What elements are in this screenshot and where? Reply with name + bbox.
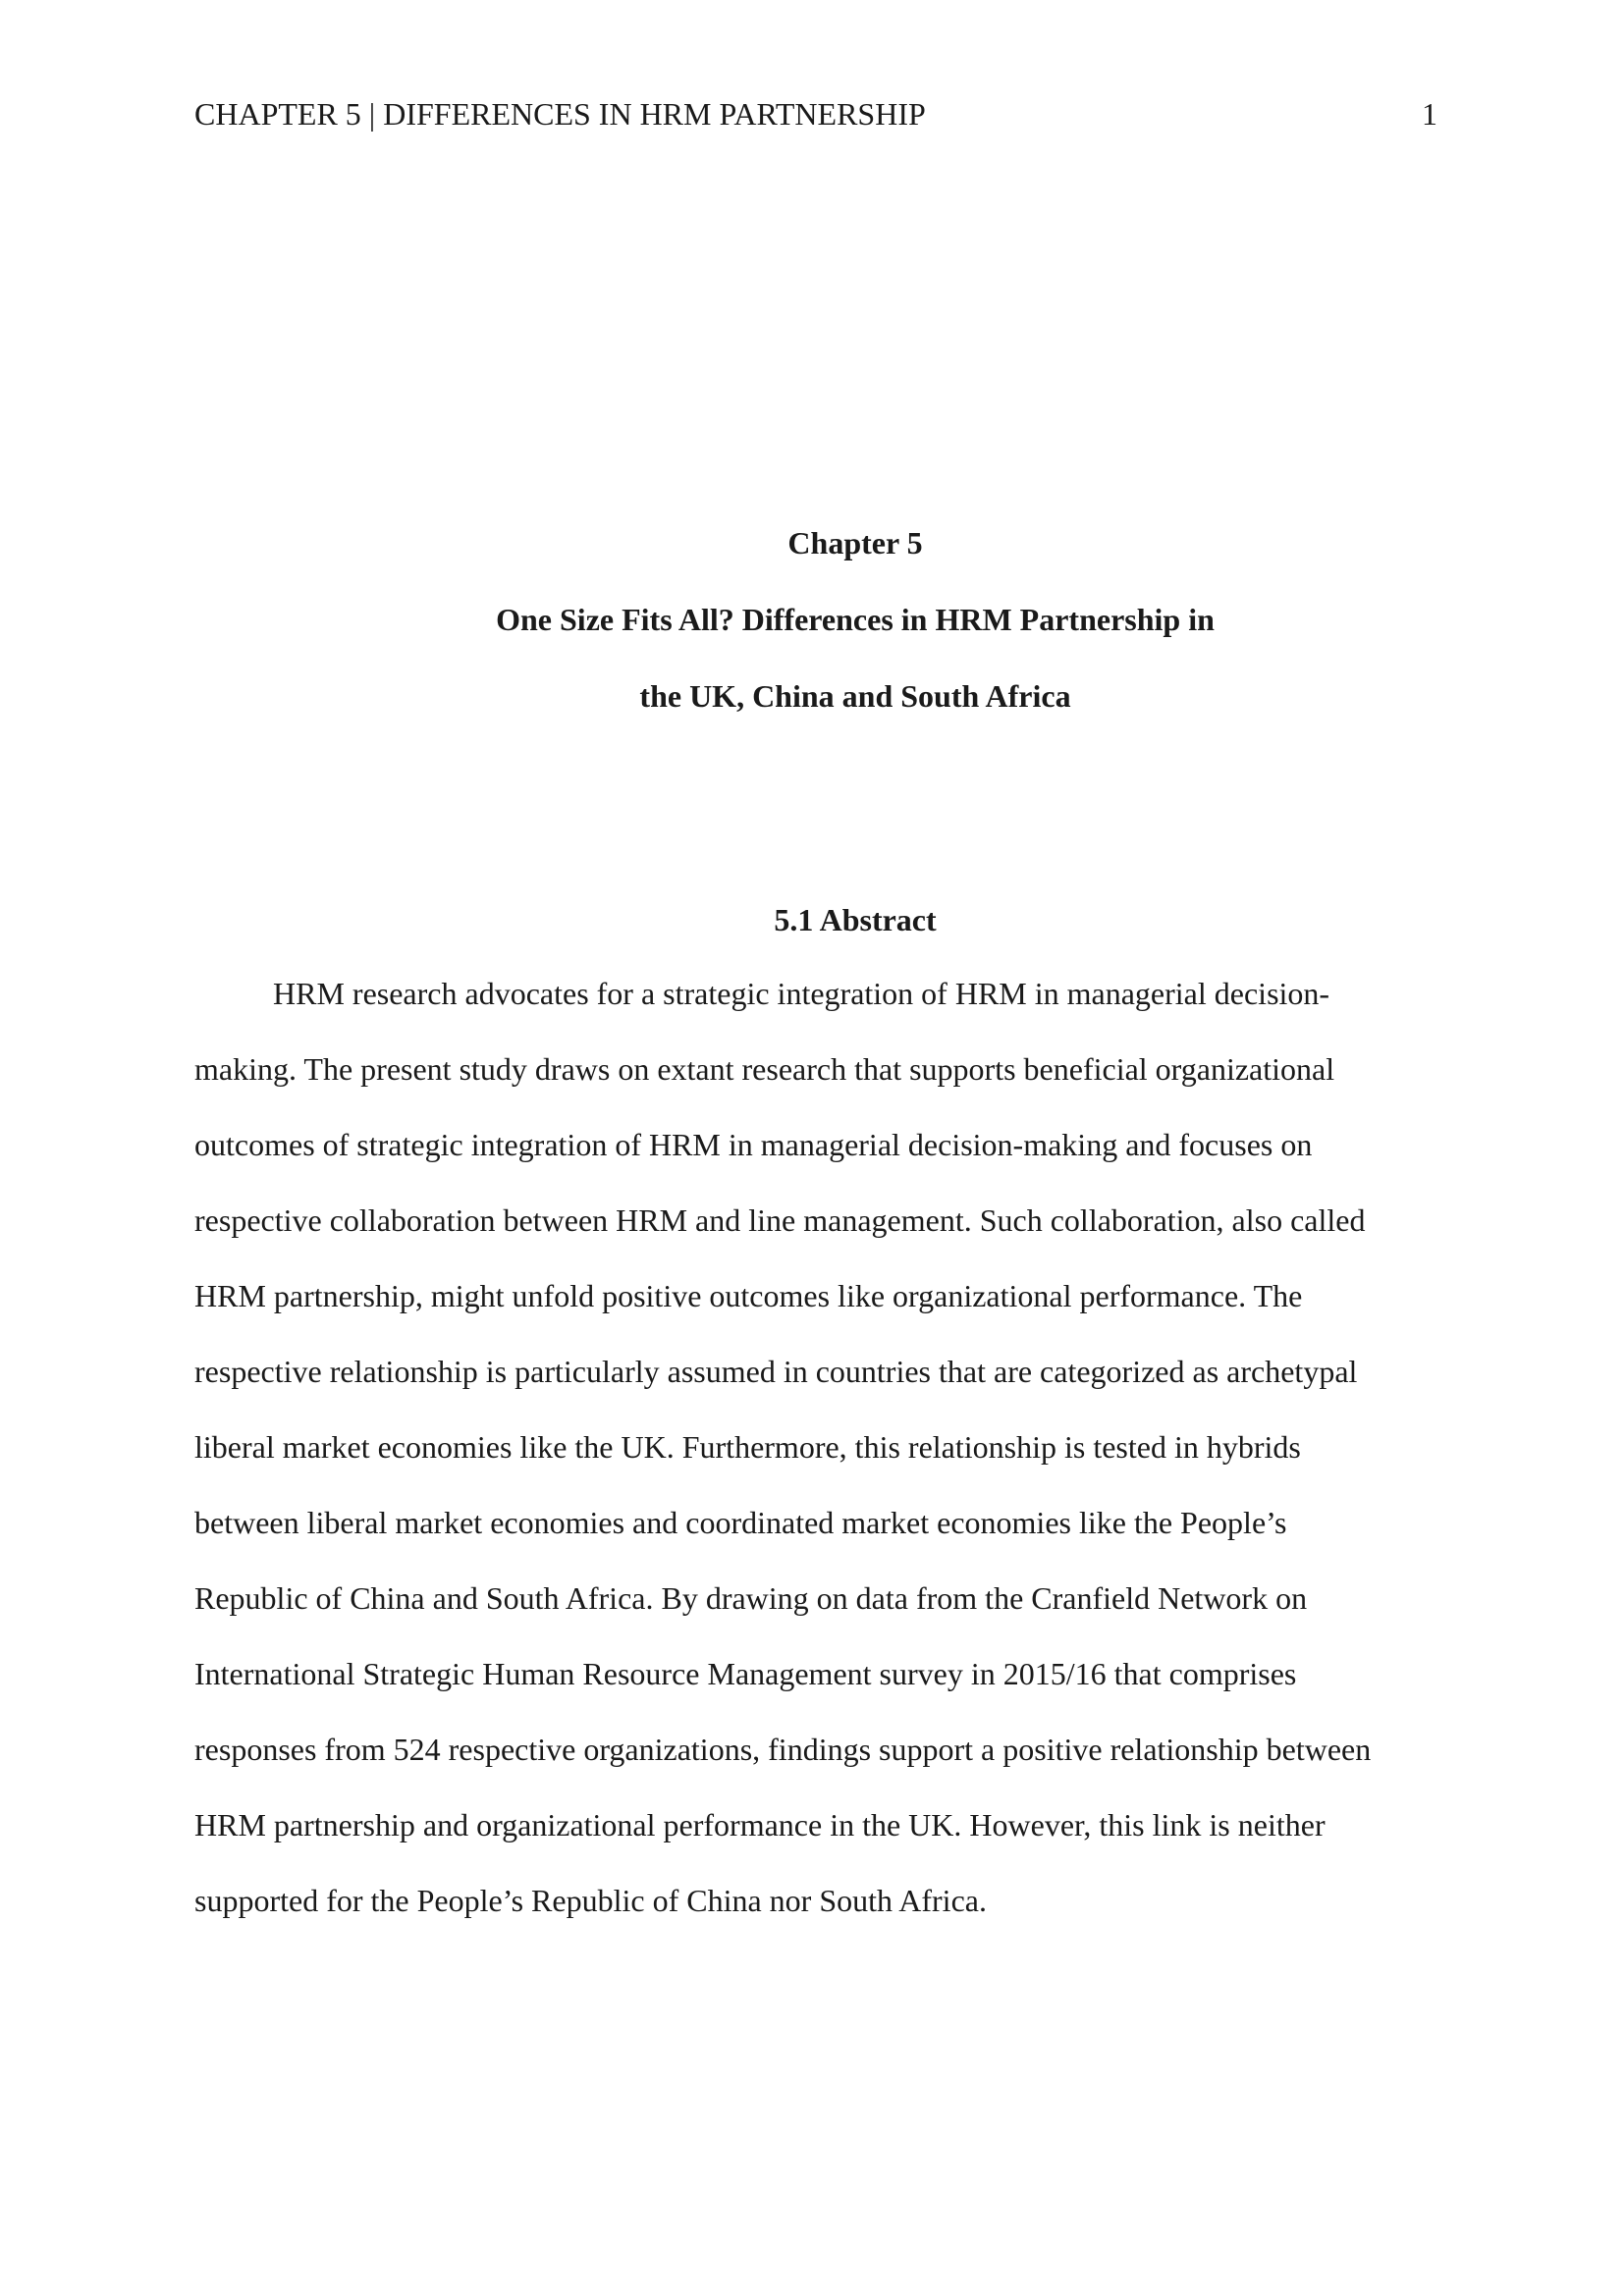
running-head: CHAPTER 5 | DIFFERENCES IN HRM PARTNERSHIP (194, 96, 926, 132)
chapter-title-line-1: One Size Fits All? Differences in HRM Partnership in (496, 602, 1215, 637)
abstract-body (194, 956, 1471, 1939)
abstract-line: liberal market economies like the UK. Furthermore, this relationship is tested in hybrids (194, 1429, 1301, 1465)
abstract-line: between liberal market economies and coordinated market economies like the People’s (194, 1505, 1287, 1540)
abstract-line: respective collaboration between HRM and line management. Such collaboration, also called (194, 1202, 1366, 1238)
abstract-line: HRM partnership, might unfold positive outcomes like organizational performance. The (194, 1278, 1303, 1313)
abstract-line: HRM partnership and organizational performance in the UK. However, this link is neither (194, 1807, 1326, 1842)
page-number: 1 (1422, 96, 1437, 132)
abstract-line: responses from 524 respective organizations, findings support a positive relationship between (194, 1732, 1372, 1767)
chapter-title-line-2: the UK, China and South Africa (639, 678, 1071, 714)
abstract-line: respective relationship is particularly assumed in countries that are categorized as archetypal (194, 1354, 1358, 1389)
abstract-line: Republic of China and South Africa. By drawing on data from the Cranfield Network on (194, 1580, 1308, 1616)
abstract-line: making. The present study draws on extant research that supports beneficial organizational (194, 1051, 1335, 1087)
abstract-line: supported for the People’s Republic of China nor South Africa. (194, 1883, 987, 1918)
abstract-heading: 5.1 Abstract (774, 902, 937, 937)
abstract-line: outcomes of strategic integration of HRM in managerial decision-making and focuses on (194, 1127, 1313, 1162)
chapter-label: Chapter 5 (787, 525, 923, 561)
abstract-line: HRM research advocates for a strategic integration of HRM in managerial decision- (273, 976, 1330, 1011)
abstract-line: International Strategic Human Resource Management survey in 2015/16 that comprises (194, 1656, 1297, 1691)
chapter-title-block (194, 505, 1516, 734)
